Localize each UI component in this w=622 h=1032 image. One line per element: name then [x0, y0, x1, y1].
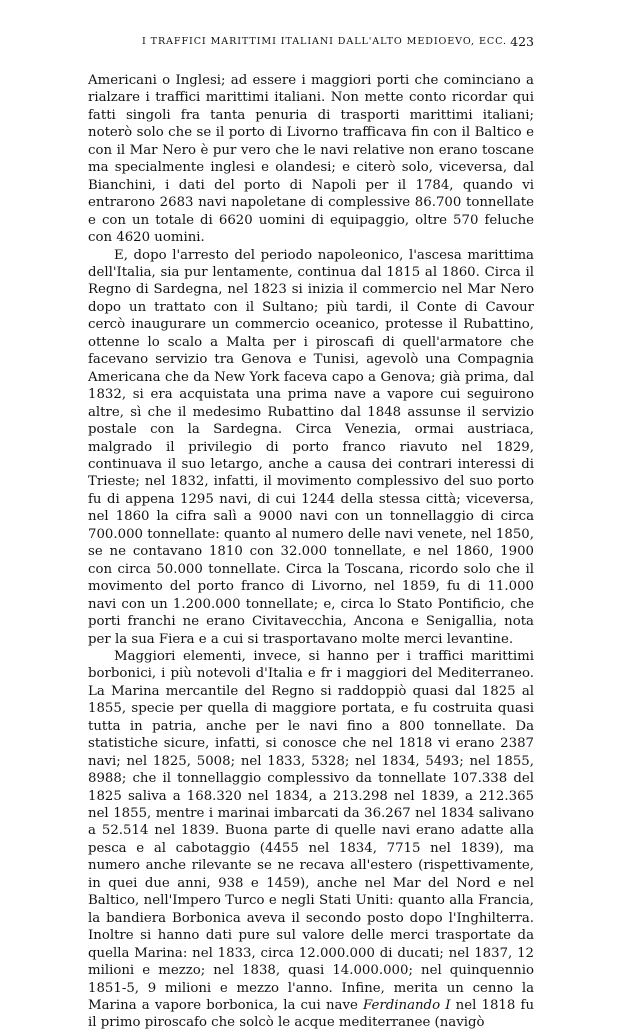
- running-title: I TRAFFICI MARITTIMI ITALIANI DALL'ALTO MEDIOEVO, ECC.: [142, 36, 507, 47]
- body-text: [88, 72, 534, 1032]
- paragraph-1: Americani o Inglesi; ad essere i maggiori porti che cominciano a rialzare i traffici marittimi italiani. Non mette conto ricordar qui fatti singoli fra tanta penuria di trasporti marittimi italiani; noterò solo che se il porto di Livorno trafficava fin con il Baltico e con il Mar Nero è pur vero che le navi relative non erano toscane ma specialmente inglesi e olandesi; e citerò solo, viceversa, dal Bianchini, i dati del porto di Napoli per il 1784, quando vi entrarono 2683 navi napoletane di complessive 86.700 tonnellate e con un totale di 6620 uomini di equipaggio, oltre 570 feluche con 4620 uomini.: [88, 73, 534, 246]
- paragraph-3-text: Maggiori elementi, invece, si hanno per i traffici marittimi borbonici, i più notevoli d'Italia e fr i maggiori del Mediterraneo. La Marina mercantile del Regno si raddoppiò quasi dal 1825 al 1855, specie per quella di maggiore portata, e fu costruita quasi tutta in patria, anche per le navi fino a 800 tonnellate. Da statistiche sicure, infatti, si conosce che nel 1818 vi erano 2387 navi; nel 1825, 5008; nel 1833, 5328; nel 1834, 5493; nel 1855, 8988; che il tonnellaggio complessivo da tonnellate 107.338 del 1825 saliva a 168.320 nel 1834, a 213.298 nel 1839, a 212.365 nel 1855, mentre i marinai imbarcati da 36.267 nel 1834 salivano a 52.514 nel 1839. Buona parte di quelle navi erano adatte alla pesca e al cabotaggio (4455 nel 1834, 7715 nel 1839), ma numero anche rilevante se ne recava all'estero (rispettivamente, in quei due anni, 938 e 1459), anche nel Mar del Nord e nel Baltico, nell'Impero Turco e negli Stati Uniti: quanto alla Francia, la bandiera Borbonica aveva il secondo posto dopo l'Inghilterra. Inoltre si hanno dati pure sul valore delle merci trasportate da quella Marina: nel 1833, circa 12.000.000 di ducati; nel 1837, 12 milioni e mezzo; nel 1838, quasi 14.000.000; nel quinquennio 1851-5, 9 milioni e mezzo l'anno. Infine, merita un cenno la Marina a vapore borbonica, la cui nave: [88, 648, 534, 1014]
- ship-name: Ferdinando I: [363, 998, 451, 1014]
- page-number: 423: [510, 34, 534, 49]
- paragraph-3: [88, 648, 534, 1032]
- running-header: [88, 36, 534, 52]
- paragraph-3-closing: nel 1818 fu il primo piroscafo che solcò le acque mediterranee (navigò: [88, 998, 535, 1031]
- paragraph-2: E, dopo l'arresto del periodo napoleonico, l'ascesa marittima dell'Italia, sia pur lentamente, continua dal 1815 al 1860. Circa il Regno di Sardegna, nel 1823 si inizia il commercio nel Mar Nero dopo un trattato con il Sultano; più tardi, il Conte di Cavour cercò inaugurare un commercio oceanico, protesse il Rubattino, ottenne lo scalo a Malta per i piroscafi di quell'armatore che facevano servizio tra Genova e Tunisi, agevolò una Compagnia Americana che da New York faceva capo a Genova; già prima, dal 1832, si era acquistata una prima nave a vapore cui seguirono altre, sì che il medesimo Rubattino dal 1848 assunse il servizio postale con la Sardegna. Circa Venezia, ormai austriaca, malgrado il privilegio di porto franco riavuto nel 1829, continuava il suo letargo, anche a causa dei contrari interessi di Trieste; nel 1832, infatti, il movimento complessivo del suo porto fu di appena 1295 navi, di cui 1244 della stessa città; viceversa, nel 1860 la cifra salì a 9000 navi con un tonnellaggio di circa 700.000 tonnellate: quanto al numero delle navi venete, nel 1850, se ne contavano 1810 con 32.000 tonnellate, e nel 1860, 1900 con circa 50.000 tonnellate. Circa la Toscana, ricordo solo che il movimento del porto franco di Livorno, nel 1859, fu di 11.000 navi con un 1.200.000 tonnellate; e, circa lo Stato Pontificio, che porti franchi ne erano Civitavecchia, Ancona e Senigallia, nota per la sua Fiera e a cui si trasportavano molte merci levantine.: [88, 247, 534, 647]
